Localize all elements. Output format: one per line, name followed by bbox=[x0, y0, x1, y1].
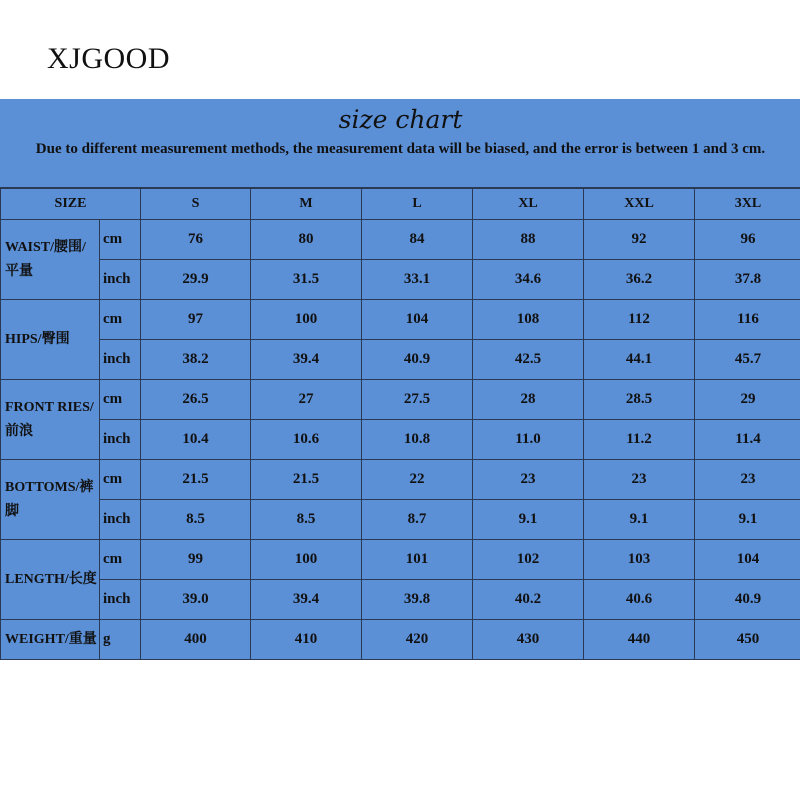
value-cell: 430 bbox=[473, 620, 584, 660]
measurement-label: LENGTH/长度 bbox=[1, 540, 100, 620]
table-row bbox=[1, 460, 800, 500]
measurement-label: FRONT RIES/前浪 bbox=[1, 380, 100, 460]
value-cell: 11.0 bbox=[473, 420, 584, 460]
unit-cell: inch bbox=[100, 580, 141, 620]
value-cell: 112 bbox=[584, 300, 695, 340]
value-cell: 23 bbox=[695, 460, 800, 500]
value-cell: 45.7 bbox=[695, 340, 800, 380]
value-cell: 44.1 bbox=[584, 340, 695, 380]
value-cell: 34.6 bbox=[473, 260, 584, 300]
value-cell: 21.5 bbox=[141, 460, 251, 500]
size-col-xl: XL bbox=[473, 189, 584, 220]
value-cell: 420 bbox=[362, 620, 473, 660]
value-cell: 33.1 bbox=[362, 260, 473, 300]
value-cell: 10.4 bbox=[141, 420, 251, 460]
value-cell: 21.5 bbox=[251, 460, 362, 500]
value-cell: 22 bbox=[362, 460, 473, 500]
size-col-xxl: XXL bbox=[584, 189, 695, 220]
value-cell: 29.9 bbox=[141, 260, 251, 300]
measurement-label: WAIST/腰围/平量 bbox=[1, 220, 100, 300]
size-col-s: S bbox=[141, 189, 251, 220]
value-cell: 10.6 bbox=[251, 420, 362, 460]
value-cell: 23 bbox=[584, 460, 695, 500]
value-cell: 23 bbox=[473, 460, 584, 500]
value-cell: 29 bbox=[695, 380, 800, 420]
table-row bbox=[1, 220, 800, 260]
value-cell: 88 bbox=[473, 220, 584, 260]
size-table bbox=[0, 188, 800, 660]
value-cell: 104 bbox=[362, 300, 473, 340]
size-col-3xl: 3XL bbox=[695, 189, 800, 220]
table-row bbox=[1, 580, 800, 620]
brand-name: XJGOOD bbox=[47, 42, 170, 75]
unit-cell: cm bbox=[100, 300, 141, 340]
unit-cell: inch bbox=[100, 340, 141, 380]
value-cell: 39.4 bbox=[251, 340, 362, 380]
unit-cell: inch bbox=[100, 500, 141, 540]
value-cell: 76 bbox=[141, 220, 251, 260]
value-cell: 42.5 bbox=[473, 340, 584, 380]
value-cell: 9.1 bbox=[695, 500, 800, 540]
value-cell: 11.4 bbox=[695, 420, 800, 460]
value-cell: 40.9 bbox=[695, 580, 800, 620]
table-row bbox=[1, 620, 800, 660]
unit-cell: cm bbox=[100, 540, 141, 580]
value-cell: 36.2 bbox=[584, 260, 695, 300]
value-cell: 26.5 bbox=[141, 380, 251, 420]
table-row bbox=[1, 420, 800, 460]
value-cell: 39.8 bbox=[362, 580, 473, 620]
measurement-note: Due to different measurement methods, the measurement data will be biased, and the error is between 1 and 3 cm. bbox=[35, 141, 766, 157]
chart-header bbox=[0, 99, 800, 188]
value-cell: 39.4 bbox=[251, 580, 362, 620]
value-cell: 40.6 bbox=[584, 580, 695, 620]
unit-cell: g bbox=[100, 620, 141, 660]
value-cell: 80 bbox=[251, 220, 362, 260]
value-cell: 97 bbox=[141, 300, 251, 340]
value-cell: 84 bbox=[362, 220, 473, 260]
unit-cell: inch bbox=[100, 260, 141, 300]
value-cell: 100 bbox=[251, 540, 362, 580]
value-cell: 10.8 bbox=[362, 420, 473, 460]
value-cell: 100 bbox=[251, 300, 362, 340]
value-cell: 440 bbox=[584, 620, 695, 660]
size-col-l: L bbox=[362, 189, 473, 220]
unit-cell: cm bbox=[100, 380, 141, 420]
measurement-label: HIPS/臀围 bbox=[1, 300, 100, 380]
header-row bbox=[1, 189, 800, 220]
value-cell: 92 bbox=[584, 220, 695, 260]
value-cell: 28.5 bbox=[584, 380, 695, 420]
table-row bbox=[1, 380, 800, 420]
value-cell: 37.8 bbox=[695, 260, 800, 300]
value-cell: 103 bbox=[584, 540, 695, 580]
value-cell: 410 bbox=[251, 620, 362, 660]
table-row bbox=[1, 340, 800, 380]
value-cell: 28 bbox=[473, 380, 584, 420]
table-row bbox=[1, 300, 800, 340]
table-row bbox=[1, 500, 800, 540]
value-cell: 450 bbox=[695, 620, 800, 660]
value-cell: 102 bbox=[473, 540, 584, 580]
value-cell: 38.2 bbox=[141, 340, 251, 380]
value-cell: 40.9 bbox=[362, 340, 473, 380]
size-header: SIZE bbox=[1, 189, 141, 220]
value-cell: 39.0 bbox=[141, 580, 251, 620]
value-cell: 99 bbox=[141, 540, 251, 580]
value-cell: 108 bbox=[473, 300, 584, 340]
value-cell: 8.7 bbox=[362, 500, 473, 540]
size-chart bbox=[0, 99, 800, 660]
value-cell: 27 bbox=[251, 380, 362, 420]
measurement-label: WEIGHT/重量 bbox=[1, 620, 100, 660]
value-cell: 101 bbox=[362, 540, 473, 580]
value-cell: 116 bbox=[695, 300, 800, 340]
value-cell: 11.2 bbox=[584, 420, 695, 460]
value-cell: 400 bbox=[141, 620, 251, 660]
value-cell: 27.5 bbox=[362, 380, 473, 420]
chart-title: size chart bbox=[338, 105, 463, 134]
unit-cell: cm bbox=[100, 220, 141, 260]
measurement-label: BOTTOMS/裤脚 bbox=[1, 460, 100, 540]
value-cell: 96 bbox=[695, 220, 800, 260]
value-cell: 9.1 bbox=[584, 500, 695, 540]
value-cell: 8.5 bbox=[141, 500, 251, 540]
value-cell: 8.5 bbox=[251, 500, 362, 540]
table-row bbox=[1, 260, 800, 300]
value-cell: 40.2 bbox=[473, 580, 584, 620]
size-col-m: M bbox=[251, 189, 362, 220]
unit-cell: cm bbox=[100, 460, 141, 500]
table-row bbox=[1, 540, 800, 580]
value-cell: 9.1 bbox=[473, 500, 584, 540]
value-cell: 31.5 bbox=[251, 260, 362, 300]
value-cell: 104 bbox=[695, 540, 800, 580]
unit-cell: inch bbox=[100, 420, 141, 460]
